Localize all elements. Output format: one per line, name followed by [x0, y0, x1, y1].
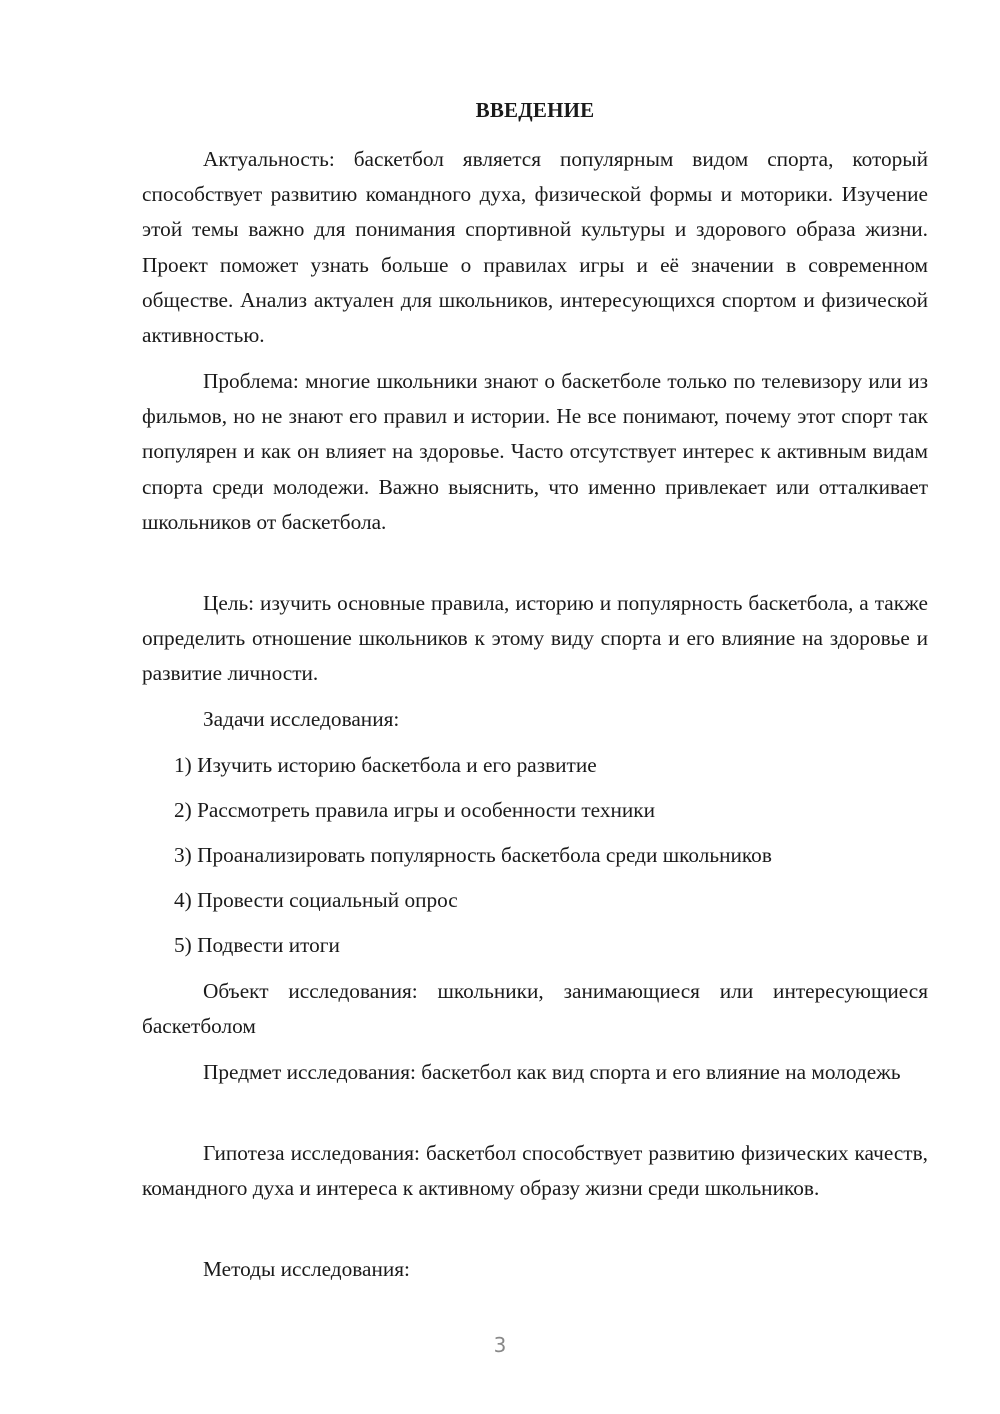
paragraph-object: Объект исследования: школьники, занимающиеся или интересующиеся баскетболом: [142, 979, 928, 1039]
section-title: ВВЕДЕНИЕ: [475, 98, 595, 122]
page-number: 3: [493, 1333, 507, 1357]
paragraph-hypothesis: Гипотеза исследования: баскетбол способствует развитию физических качеств, командного духа и интереса к активному образу жизни среди школьников.: [142, 1141, 928, 1201]
task-item-1: 1) Изучить историю баскетбола и его развитие: [174, 753, 597, 777]
paragraph-relevance: Актуальность: баскетбол является популярным видом спорта, который способствует развитию командного духа, физической формы и моторики. Изучение этой темы важно для понимания спортивной культуры и здорового образа жизни. Проект поможет узнать больше о правилах игры и её значении в современном обществе. Анализ актуален для школьников, интересующихся спортом и физической активностью.: [142, 147, 928, 348]
paragraph-problem: Проблема: многие школьники знают о баскетболе только по телевизору или из фильмов, но не знают его правил и истории. Не все понимают, почему этот спорт так популярен и как он влияет на здоровье. Часто отсутствует интерес к активным видам спорта среди молодежи. Важно выяснить, что именно привлекает или отталкивает школьников от баскетбола.: [142, 369, 928, 534]
methods-heading: Методы исследования:: [203, 1257, 410, 1281]
task-item-2: 2) Рассмотреть правила игры и особенности техники: [174, 798, 656, 822]
tasks-heading: Задачи исследования:: [203, 707, 400, 731]
paragraph-goal: Цель: изучить основные правила, историю и популярность баскетбола, а также определить отношение школьников к этому виду спорта и его влияние на здоровье и развитие личности.: [142, 591, 928, 686]
task-item-5: 5) Подвести итоги: [174, 933, 340, 957]
task-item-3: 3) Проанализировать популярность баскетбола среди школьников: [174, 843, 772, 867]
task-item-4: 4) Провести социальный опрос: [174, 888, 458, 912]
paragraph-subject: Предмет исследования: баскетбол как вид спорта и его влияние на молодежь: [203, 1060, 901, 1084]
